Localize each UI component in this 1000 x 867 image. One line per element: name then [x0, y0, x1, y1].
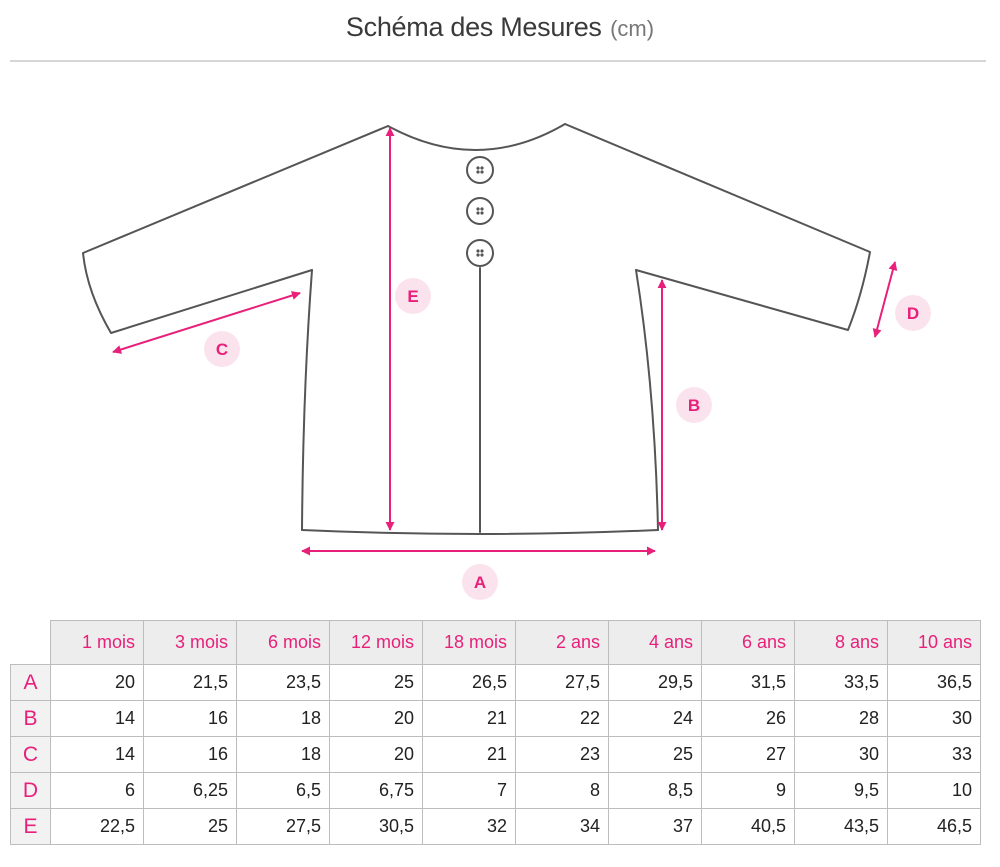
table-row	[11, 737, 981, 773]
badge-c	[204, 331, 240, 367]
button-icon	[467, 157, 493, 183]
table-cell: 20	[330, 737, 423, 773]
table-cell: 34	[516, 809, 609, 845]
table-cell: 30,5	[330, 809, 423, 845]
size-col-header: 1 mois	[51, 621, 144, 665]
row-label: D	[11, 773, 51, 809]
size-col-header: 6 mois	[237, 621, 330, 665]
badge-c-text: C	[215, 340, 229, 359]
table-cell: 32	[423, 809, 516, 845]
table-cell: 21	[423, 737, 516, 773]
row-label: E	[11, 809, 51, 845]
size-col-header: 10 ans	[888, 621, 981, 665]
table-cell: 9	[702, 773, 795, 809]
size-col-header: 3 mois	[144, 621, 237, 665]
table-cell: 23,5	[237, 665, 330, 701]
table-cell: 33,5	[795, 665, 888, 701]
table-cell: 36,5	[888, 665, 981, 701]
badge-a-text: A	[473, 573, 487, 592]
table-cell: 27	[702, 737, 795, 773]
table-cell: 16	[144, 701, 237, 737]
cardigan-outline	[83, 124, 870, 534]
arrow-d	[875, 262, 895, 337]
badge-d-text: D	[906, 304, 920, 323]
table-row	[11, 665, 981, 701]
table-cell: 26,5	[423, 665, 516, 701]
table-cell: 20	[330, 701, 423, 737]
size-header-row	[11, 621, 981, 665]
table-cell: 14	[51, 737, 144, 773]
table-row	[11, 701, 981, 737]
table-cell: 27,5	[516, 665, 609, 701]
size-col-header: 6 ans	[702, 621, 795, 665]
table-cell: 43,5	[795, 809, 888, 845]
table-cell: 26	[702, 701, 795, 737]
table-row	[11, 809, 981, 845]
table-cell: 30	[795, 737, 888, 773]
right-sleeve	[565, 124, 870, 330]
table-cell: 37	[609, 809, 702, 845]
table-cell: 29,5	[609, 665, 702, 701]
unit-label: (cm)	[610, 16, 655, 41]
badge-e	[395, 278, 431, 314]
buttons	[467, 157, 493, 266]
table-cell: 16	[144, 737, 237, 773]
left-sleeve	[83, 126, 388, 333]
table-corner	[11, 621, 51, 665]
table-cell: 22	[516, 701, 609, 737]
table-cell: 20	[51, 665, 144, 701]
badge-a	[462, 564, 498, 600]
table-cell: 9,5	[795, 773, 888, 809]
table-cell: 14	[51, 701, 144, 737]
button-icon	[467, 198, 493, 224]
page-title: Schéma des Mesures	[345, 12, 602, 42]
table-cell: 27,5	[237, 809, 330, 845]
badge-b	[676, 387, 712, 423]
table-cell: 18	[237, 701, 330, 737]
table-cell: 6	[51, 773, 144, 809]
table-cell: 25	[609, 737, 702, 773]
table-cell: 40,5	[702, 809, 795, 845]
table-cell: 30	[888, 701, 981, 737]
table-cell: 25	[144, 809, 237, 845]
size-table	[10, 620, 981, 845]
table-cell: 18	[237, 737, 330, 773]
table-cell: 8	[516, 773, 609, 809]
table-cell: 31,5	[702, 665, 795, 701]
badge-d	[895, 295, 931, 331]
table-row	[11, 773, 981, 809]
table-cell: 24	[609, 701, 702, 737]
table-cell: 22,5	[51, 809, 144, 845]
row-label: C	[11, 737, 51, 773]
table-cell: 21	[423, 701, 516, 737]
table-cell: 21,5	[144, 665, 237, 701]
table-cell: 7	[423, 773, 516, 809]
button-icon	[467, 240, 493, 266]
size-col-header: 8 ans	[795, 621, 888, 665]
table-cell: 6,25	[144, 773, 237, 809]
size-col-header: 12 mois	[330, 621, 423, 665]
table-cell: 28	[795, 701, 888, 737]
badge-e-text: E	[407, 287, 419, 306]
table-cell: 6,75	[330, 773, 423, 809]
table-cell: 6,5	[237, 773, 330, 809]
size-col-header: 4 ans	[609, 621, 702, 665]
size-col-header: 18 mois	[423, 621, 516, 665]
neckline	[388, 124, 565, 150]
table-cell: 25	[330, 665, 423, 701]
size-col-header: 2 ans	[516, 621, 609, 665]
row-label: A	[11, 665, 51, 701]
body-left-side	[302, 270, 312, 530]
table-cell: 46,5	[888, 809, 981, 845]
table-cell: 10	[888, 773, 981, 809]
table-cell: 8,5	[609, 773, 702, 809]
badge-b-text: B	[687, 396, 701, 415]
row-label: B	[11, 701, 51, 737]
body-right-side	[636, 270, 658, 530]
table-cell: 23	[516, 737, 609, 773]
table-cell: 33	[888, 737, 981, 773]
